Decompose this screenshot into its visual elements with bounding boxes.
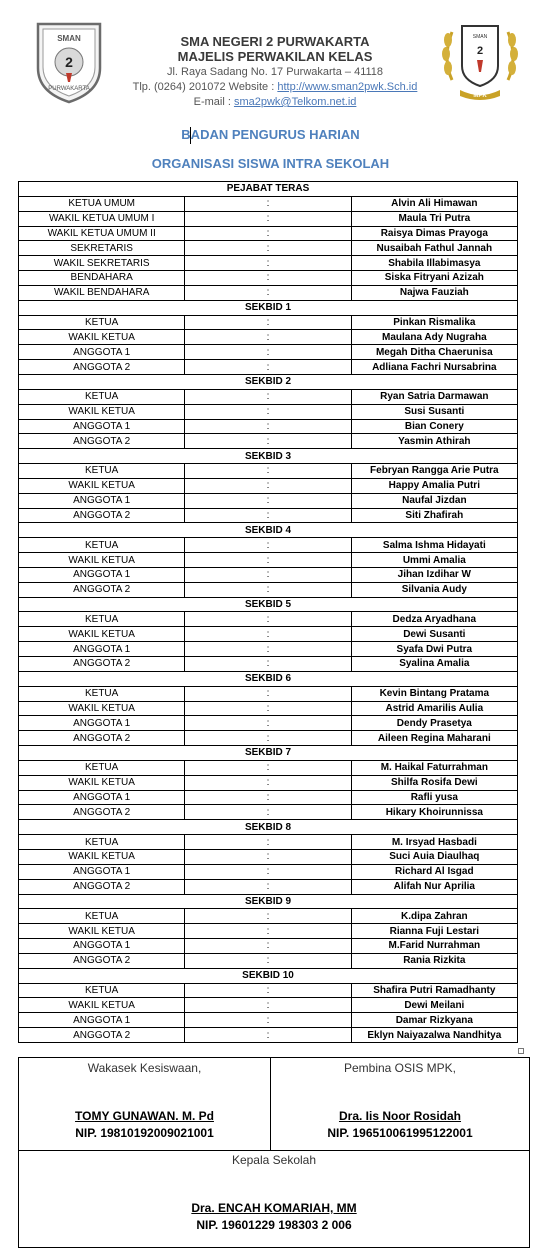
colon-cell: : bbox=[185, 998, 351, 1013]
position-cell: ANGGOTA 2 bbox=[19, 657, 185, 672]
name-cell: Naufal Jizdan bbox=[351, 493, 517, 508]
position-cell: WAKIL KETUA bbox=[19, 478, 185, 493]
table-row bbox=[19, 760, 518, 775]
position-cell: KETUA bbox=[19, 464, 185, 479]
colon-cell: : bbox=[185, 553, 351, 568]
section-header-row bbox=[19, 671, 518, 686]
position-cell: ANGGOTA 2 bbox=[19, 1028, 185, 1043]
signature-role: Wakasek Kesiswaan, bbox=[87, 1061, 202, 1075]
colon-cell: : bbox=[185, 775, 351, 790]
section-header-row bbox=[19, 182, 518, 197]
table-row bbox=[19, 389, 518, 404]
website-link[interactable]: http://www.sman2pwk.Sch.id bbox=[277, 81, 418, 93]
table-row bbox=[19, 241, 518, 256]
colon-cell: : bbox=[185, 196, 351, 211]
table-row bbox=[19, 612, 518, 627]
position-cell: WAKIL KETUA bbox=[19, 998, 185, 1013]
position-cell: KETUA bbox=[19, 909, 185, 924]
position-cell: ANGGOTA 1 bbox=[19, 642, 185, 657]
colon-cell: : bbox=[185, 567, 351, 582]
table-row bbox=[19, 627, 518, 642]
section-title: SEKBID 1 bbox=[19, 300, 518, 315]
position-cell: SEKRETARIS bbox=[19, 241, 185, 256]
name-cell: Dewi Meilani bbox=[351, 998, 517, 1013]
title-bph: BADAN PENGURUS HARIAN bbox=[181, 127, 360, 142]
position-cell: KETUA bbox=[19, 686, 185, 701]
table-row bbox=[19, 404, 518, 419]
colon-cell: : bbox=[185, 642, 351, 657]
colon-cell: : bbox=[185, 285, 351, 300]
table-row bbox=[19, 939, 518, 954]
council-name: MAJELIS PERWAKILAN KELAS bbox=[177, 49, 373, 64]
colon-cell: : bbox=[185, 315, 351, 330]
colon-cell: : bbox=[185, 419, 351, 434]
position-cell: WAKIL SEKRETARIS bbox=[19, 256, 185, 271]
position-cell: ANGGOTA 1 bbox=[19, 790, 185, 805]
colon-cell: : bbox=[185, 582, 351, 597]
colon-cell: : bbox=[185, 434, 351, 449]
position-cell: KETUA bbox=[19, 389, 185, 404]
table-row bbox=[19, 464, 518, 479]
signature-nip: NIP. 19601229 198303 2 006 bbox=[196, 1218, 352, 1232]
table-row bbox=[19, 657, 518, 672]
position-cell: WAKIL KETUA bbox=[19, 701, 185, 716]
colon-cell: : bbox=[185, 835, 351, 850]
position-cell: WAKIL KETUA bbox=[19, 404, 185, 419]
signature-name: Dra. Iis Noor Rosidah bbox=[338, 1109, 462, 1123]
table-row bbox=[19, 983, 518, 998]
section-header-row bbox=[19, 968, 518, 983]
table-row bbox=[19, 686, 518, 701]
table-row bbox=[19, 478, 518, 493]
name-cell: Aileen Regina Maharani bbox=[351, 731, 517, 746]
table-row bbox=[19, 582, 518, 597]
name-cell: Pinkan Rismalika bbox=[351, 315, 517, 330]
letterhead-text bbox=[110, 34, 440, 110]
table-row bbox=[19, 790, 518, 805]
email-label: E-mail : bbox=[193, 96, 234, 108]
signature-name: TOMY GUNAWAN. M. Pd bbox=[75, 1109, 214, 1123]
section-title: SEKBID 10 bbox=[19, 968, 518, 983]
title-osis: ORGANISASI SISWA INTRA SEKOLAH bbox=[151, 156, 390, 171]
position-cell: KETUA bbox=[19, 538, 185, 553]
colon-cell: : bbox=[185, 360, 351, 375]
table-row bbox=[19, 642, 518, 657]
position-cell: ANGGOTA 1 bbox=[19, 864, 185, 879]
signature-bottom bbox=[19, 1153, 529, 1232]
logo-text-number: 2 bbox=[65, 54, 73, 70]
name-cell: Rianna Fuji Lestari bbox=[351, 924, 517, 939]
name-cell: Alifah Nur Aprilia bbox=[351, 879, 517, 894]
mpk-logo-text: MPK bbox=[473, 93, 487, 99]
name-cell: Raisya Dimas Prayoga bbox=[351, 226, 517, 241]
table-row bbox=[19, 864, 518, 879]
section-title: SEKBID 8 bbox=[19, 820, 518, 835]
name-cell: Najwa Fauziah bbox=[351, 285, 517, 300]
position-cell: WAKIL KETUA bbox=[19, 924, 185, 939]
table-row bbox=[19, 256, 518, 271]
position-cell: ANGGOTA 2 bbox=[19, 879, 185, 894]
name-cell: Rafli yusa bbox=[351, 790, 517, 805]
colon-cell: : bbox=[185, 701, 351, 716]
position-cell: ANGGOTA 1 bbox=[19, 419, 185, 434]
name-cell: Astrid Amarilis Aulia bbox=[351, 701, 517, 716]
name-cell: Dendy Prasetya bbox=[351, 716, 517, 731]
position-cell: WAKIL KETUA bbox=[19, 849, 185, 864]
svg-text:SMAN: SMAN bbox=[472, 34, 488, 40]
table-row bbox=[19, 211, 518, 226]
section-header-row bbox=[19, 374, 518, 389]
signature-role: Kepala Sekolah bbox=[231, 1153, 317, 1167]
table-row bbox=[19, 360, 518, 375]
position-cell: ANGGOTA 1 bbox=[19, 939, 185, 954]
section-header-row bbox=[19, 746, 518, 761]
table-row bbox=[19, 567, 518, 582]
colon-cell: : bbox=[185, 879, 351, 894]
colon-cell: : bbox=[185, 939, 351, 954]
name-cell: Hikary Khoirunnissa bbox=[351, 805, 517, 820]
section-title: SEKBID 7 bbox=[19, 746, 518, 761]
position-cell: WAKIL KETUA UMUM II bbox=[19, 226, 185, 241]
position-cell: WAKIL KETUA bbox=[19, 627, 185, 642]
colon-cell: : bbox=[185, 612, 351, 627]
position-cell: ANGGOTA 2 bbox=[19, 731, 185, 746]
name-cell: Yasmin Athirah bbox=[351, 434, 517, 449]
table-row bbox=[19, 285, 518, 300]
section-title: SEKBID 9 bbox=[19, 894, 518, 909]
name-cell: Ummi Amalia bbox=[351, 553, 517, 568]
table-row bbox=[19, 909, 518, 924]
colon-cell: : bbox=[185, 226, 351, 241]
name-cell: M.Farid Nurrahman bbox=[351, 939, 517, 954]
table-row bbox=[19, 508, 518, 523]
colon-cell: : bbox=[185, 924, 351, 939]
position-cell: ANGGOTA 2 bbox=[19, 434, 185, 449]
email-link[interactable]: sma2pwk@Telkom.net.id bbox=[233, 96, 357, 108]
name-cell: M. Haikal Faturrahman bbox=[351, 760, 517, 775]
section-title: SEKBID 3 bbox=[19, 449, 518, 464]
position-cell: ANGGOTA 2 bbox=[19, 582, 185, 597]
signature-block bbox=[18, 1057, 530, 1248]
name-cell: M. Irsyad Hasbadi bbox=[351, 835, 517, 850]
name-cell: Shilfa Rosifa Dewi bbox=[351, 775, 517, 790]
table-row bbox=[19, 493, 518, 508]
colon-cell: : bbox=[185, 805, 351, 820]
table-row bbox=[19, 330, 518, 345]
position-cell: ANGGOTA 1 bbox=[19, 345, 185, 360]
colon-cell: : bbox=[185, 1013, 351, 1028]
name-cell: Nusaibah Fathul Jannah bbox=[351, 241, 517, 256]
colon-cell: : bbox=[185, 849, 351, 864]
name-cell: Jihan Izdihar W bbox=[351, 567, 517, 582]
table-row bbox=[19, 805, 518, 820]
table-resize-handle[interactable] bbox=[518, 1048, 524, 1054]
colon-cell: : bbox=[185, 211, 351, 226]
section-header-row bbox=[19, 820, 518, 835]
position-cell: ANGGOTA 2 bbox=[19, 953, 185, 968]
svg-text:2: 2 bbox=[476, 45, 484, 57]
colon-cell: : bbox=[185, 345, 351, 360]
table-row bbox=[19, 226, 518, 241]
position-cell: WAKIL BENDAHARA bbox=[19, 285, 185, 300]
position-cell: WAKIL KETUA bbox=[19, 775, 185, 790]
mpk-logo bbox=[438, 18, 522, 104]
section-header-row bbox=[19, 523, 518, 538]
position-cell: KETUA bbox=[19, 760, 185, 775]
position-cell: WAKIL KETUA bbox=[19, 553, 185, 568]
position-cell: ANGGOTA 2 bbox=[19, 360, 185, 375]
position-cell: ANGGOTA 1 bbox=[19, 567, 185, 582]
name-cell: Shafira Putri Ramadhanty bbox=[351, 983, 517, 998]
logo-text-sman: SMAN bbox=[57, 34, 81, 43]
colon-cell: : bbox=[185, 493, 351, 508]
table-row bbox=[19, 879, 518, 894]
table-row bbox=[19, 538, 518, 553]
name-cell: Syafa Dwi Putra bbox=[351, 642, 517, 657]
colon-cell: : bbox=[185, 508, 351, 523]
colon-cell: : bbox=[185, 1028, 351, 1043]
name-cell: Maulana Ady Nugraha bbox=[351, 330, 517, 345]
signature-name: Dra. ENCAH KOMARIAH, MM bbox=[191, 1201, 357, 1215]
name-cell: Kevin Bintang Pratama bbox=[351, 686, 517, 701]
colon-cell: : bbox=[185, 404, 351, 419]
colon-cell: : bbox=[185, 716, 351, 731]
table-row bbox=[19, 701, 518, 716]
colon-cell: : bbox=[185, 864, 351, 879]
table-row bbox=[19, 315, 518, 330]
table-row bbox=[19, 434, 518, 449]
name-cell: Siti Zhafirah bbox=[351, 508, 517, 523]
colon-cell: : bbox=[185, 271, 351, 286]
name-cell: Suci Auia Diaulhaq bbox=[351, 849, 517, 864]
position-cell: ANGGOTA 2 bbox=[19, 805, 185, 820]
email-line bbox=[110, 95, 440, 110]
table-row bbox=[19, 716, 518, 731]
section-header-row bbox=[19, 449, 518, 464]
name-cell: Dedza Aryadhana bbox=[351, 612, 517, 627]
name-cell: Ryan Satria Darmawan bbox=[351, 389, 517, 404]
position-cell: KETUA bbox=[19, 835, 185, 850]
table-row bbox=[19, 998, 518, 1013]
name-cell: Happy Amalia Putri bbox=[351, 478, 517, 493]
colon-cell: : bbox=[185, 538, 351, 553]
name-cell: Susi Susanti bbox=[351, 404, 517, 419]
signature-role: Pembina OSIS MPK, bbox=[343, 1061, 457, 1075]
logo-text-purwakarta: PURWAKARTA bbox=[48, 86, 90, 92]
section-header-row bbox=[19, 597, 518, 612]
position-cell: KETUA bbox=[19, 983, 185, 998]
colon-cell: : bbox=[185, 909, 351, 924]
signature-left bbox=[19, 1061, 270, 1140]
table-row bbox=[19, 271, 518, 286]
section-title: SEKBID 4 bbox=[19, 523, 518, 538]
letterhead bbox=[0, 0, 541, 115]
table-row bbox=[19, 1028, 518, 1043]
name-cell: K.dipa Zahran bbox=[351, 909, 517, 924]
school-name: SMA NEGERI 2 PURWAKARTA bbox=[180, 34, 370, 49]
colon-cell: : bbox=[185, 657, 351, 672]
table-row bbox=[19, 553, 518, 568]
table-row bbox=[19, 953, 518, 968]
table-row bbox=[19, 849, 518, 864]
name-cell: Megah Ditha Chaerunisa bbox=[351, 345, 517, 360]
name-cell: Salma Ishma Hidayati bbox=[351, 538, 517, 553]
section-title: SEKBID 5 bbox=[19, 597, 518, 612]
position-cell: WAKIL KETUA UMUM I bbox=[19, 211, 185, 226]
table-row bbox=[19, 731, 518, 746]
colon-cell: : bbox=[185, 241, 351, 256]
colon-cell: : bbox=[185, 731, 351, 746]
position-cell: ANGGOTA 1 bbox=[19, 493, 185, 508]
name-cell: Maula Tri Putra bbox=[351, 211, 517, 226]
colon-cell: : bbox=[185, 953, 351, 968]
colon-cell: : bbox=[185, 627, 351, 642]
name-cell: Rania Rizkita bbox=[351, 953, 517, 968]
phone-website-line bbox=[110, 80, 440, 95]
position-cell: KETUA bbox=[19, 612, 185, 627]
signature-nip: NIP. 196510061995122001 bbox=[327, 1126, 473, 1140]
signature-nip: NIP. 19810192009021001 bbox=[75, 1126, 214, 1140]
section-header-row bbox=[19, 894, 518, 909]
address: Jl. Raya Sadang No. 17 Purwakarta – 41118 bbox=[166, 66, 384, 78]
section-title: SEKBID 2 bbox=[19, 374, 518, 389]
name-cell: Bian Conery bbox=[351, 419, 517, 434]
position-cell: WAKIL KETUA bbox=[19, 330, 185, 345]
colon-cell: : bbox=[185, 983, 351, 998]
phone-text: Tlp. (0264) 201072 Website : bbox=[132, 81, 278, 93]
name-cell: Alvin Ali Himawan bbox=[351, 196, 517, 211]
position-cell: BENDAHARA bbox=[19, 271, 185, 286]
colon-cell: : bbox=[185, 760, 351, 775]
section-title: SEKBID 6 bbox=[19, 671, 518, 686]
table-row bbox=[19, 196, 518, 211]
section-title: PEJABAT TERAS bbox=[19, 182, 518, 197]
table-row bbox=[19, 419, 518, 434]
table-row bbox=[19, 924, 518, 939]
table-row bbox=[19, 345, 518, 360]
position-cell: KETUA UMUM bbox=[19, 196, 185, 211]
colon-cell: : bbox=[185, 330, 351, 345]
school-logo bbox=[30, 18, 108, 104]
position-cell: KETUA bbox=[19, 315, 185, 330]
colon-cell: : bbox=[185, 686, 351, 701]
name-cell: Shabila Illabimasya bbox=[351, 256, 517, 271]
position-cell: ANGGOTA 1 bbox=[19, 716, 185, 731]
name-cell: Eklyn Naiyazalwa Nandhitya bbox=[351, 1028, 517, 1043]
name-cell: Siska Fitryani Azizah bbox=[351, 271, 517, 286]
position-cell: ANGGOTA 2 bbox=[19, 508, 185, 523]
section-header-row bbox=[19, 300, 518, 315]
name-cell: Silvania Audy bbox=[351, 582, 517, 597]
colon-cell: : bbox=[185, 256, 351, 271]
colon-cell: : bbox=[185, 790, 351, 805]
roster-table bbox=[18, 181, 518, 1043]
name-cell: Damar Rizkyana bbox=[351, 1013, 517, 1028]
table-row bbox=[19, 775, 518, 790]
name-cell: Richard Al Isgad bbox=[351, 864, 517, 879]
table-row bbox=[19, 835, 518, 850]
name-cell: Febryan Rangga Arie Putra bbox=[351, 464, 517, 479]
name-cell: Adliana Fachri Nursabrina bbox=[351, 360, 517, 375]
colon-cell: : bbox=[185, 478, 351, 493]
position-cell: ANGGOTA 1 bbox=[19, 1013, 185, 1028]
signature-right bbox=[271, 1061, 529, 1140]
name-cell: Dewi Susanti bbox=[351, 627, 517, 642]
colon-cell: : bbox=[185, 389, 351, 404]
table-row bbox=[19, 1013, 518, 1028]
colon-cell: : bbox=[185, 464, 351, 479]
name-cell: Syalina Amalia bbox=[351, 657, 517, 672]
